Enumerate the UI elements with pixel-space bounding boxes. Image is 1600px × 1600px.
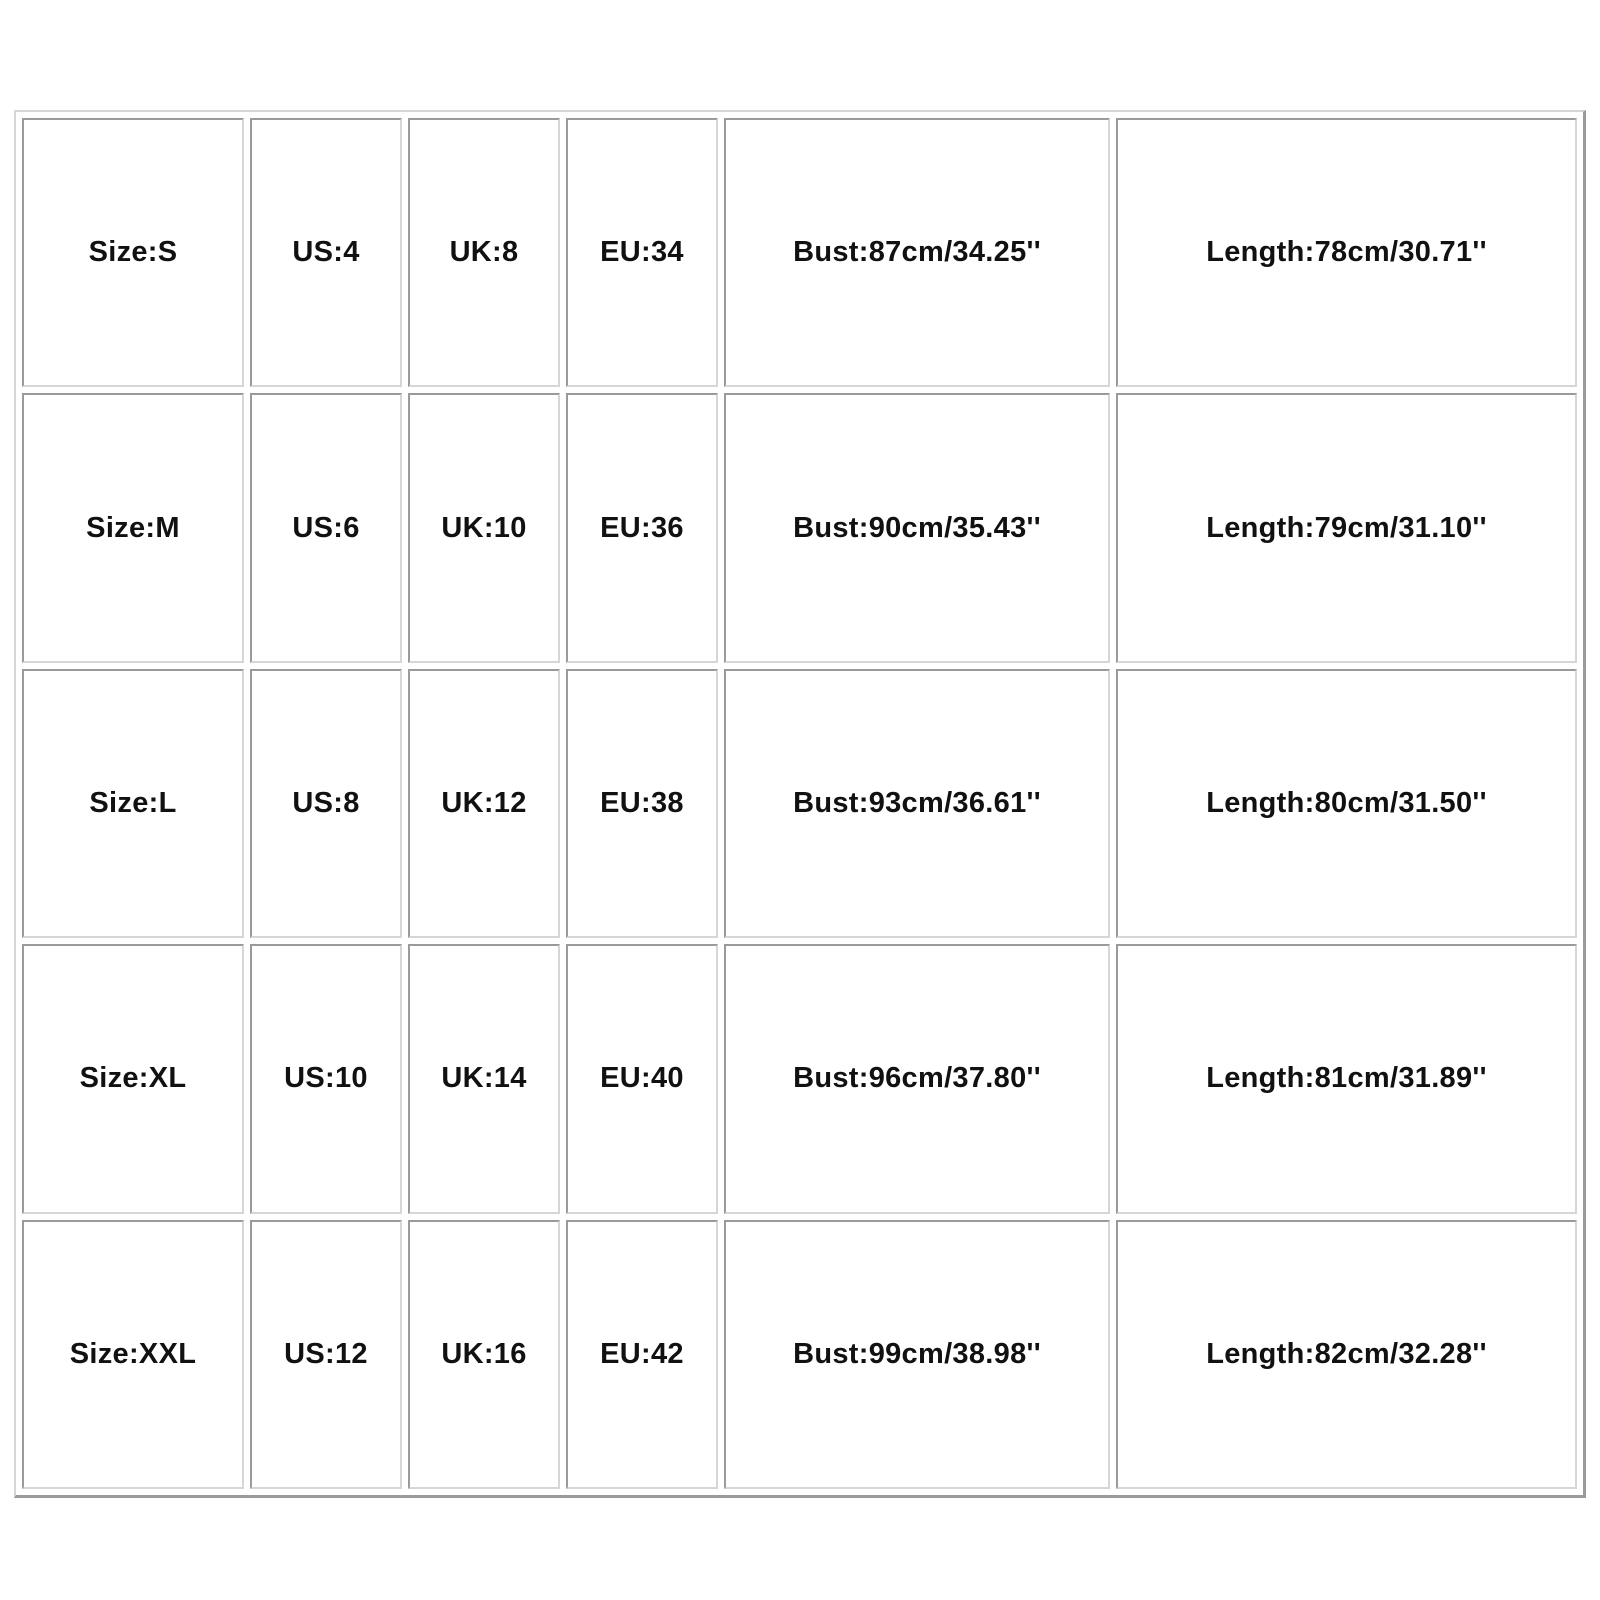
bust-cell: Bust:87cm/34.25'' (724, 118, 1110, 387)
eu-size-cell: EU:34 (566, 118, 718, 387)
size-chart-table (14, 110, 1586, 1498)
us-size-cell: US:12 (250, 1220, 402, 1489)
us-size-cell: US:8 (250, 669, 402, 938)
length-cell: Length:82cm/32.28'' (1116, 1220, 1577, 1489)
table-row (22, 118, 1577, 387)
eu-size-cell: EU:38 (566, 669, 718, 938)
table-row (22, 669, 1577, 938)
size-cell: Size:S (22, 118, 244, 387)
length-cell: Length:81cm/31.89'' (1116, 944, 1577, 1213)
size-cell: Size:L (22, 669, 244, 938)
uk-size-cell: UK:16 (408, 1220, 560, 1489)
bust-cell: Bust:93cm/36.61'' (724, 669, 1110, 938)
length-cell: Length:80cm/31.50'' (1116, 669, 1577, 938)
length-cell: Length:78cm/30.71'' (1116, 118, 1577, 387)
table-row (22, 944, 1577, 1213)
uk-size-cell: UK:8 (408, 118, 560, 387)
eu-size-cell: EU:42 (566, 1220, 718, 1489)
length-cell: Length:79cm/31.10'' (1116, 393, 1577, 662)
us-size-cell: US:4 (250, 118, 402, 387)
bust-cell: Bust:96cm/37.80'' (724, 944, 1110, 1213)
eu-size-cell: EU:40 (566, 944, 718, 1213)
size-cell: Size:XXL (22, 1220, 244, 1489)
size-cell: Size:M (22, 393, 244, 662)
bust-cell: Bust:99cm/38.98'' (724, 1220, 1110, 1489)
table-row (22, 393, 1577, 662)
uk-size-cell: UK:10 (408, 393, 560, 662)
us-size-cell: US:6 (250, 393, 402, 662)
eu-size-cell: EU:36 (566, 393, 718, 662)
table-row (22, 1220, 1577, 1489)
bust-cell: Bust:90cm/35.43'' (724, 393, 1110, 662)
uk-size-cell: UK:12 (408, 669, 560, 938)
us-size-cell: US:10 (250, 944, 402, 1213)
uk-size-cell: UK:14 (408, 944, 560, 1213)
size-cell: Size:XL (22, 944, 244, 1213)
